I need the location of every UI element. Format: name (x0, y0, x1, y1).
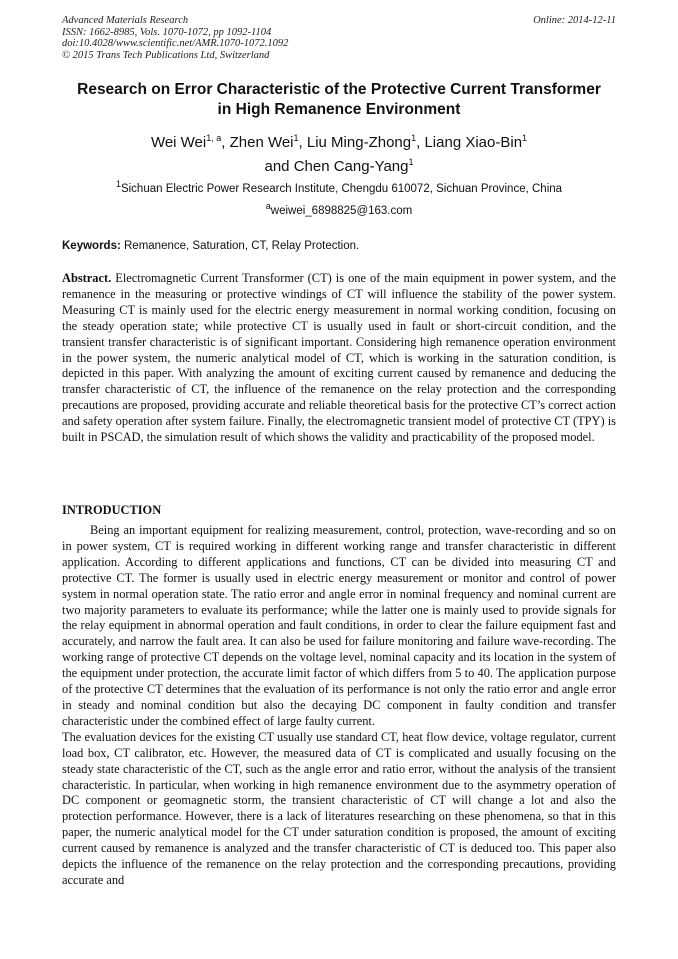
author-2: Zhen Wei (229, 134, 294, 151)
title-line-1: Research on Error Characteristic of the Protective Current Transformer (77, 81, 601, 98)
affiliation-text: Sichuan Electric Power Research Institute, Chengdu 610072, Sichuan Province, China (120, 183, 563, 195)
affiliation (40, 181, 638, 197)
author-5: Chen Cang-Yang (293, 158, 409, 175)
author-5-prefix: and (264, 158, 294, 175)
author-3-sup: 1 (411, 133, 417, 143)
author-list (40, 131, 638, 179)
author-4: Liang Xiao-Bin (424, 134, 523, 151)
author-separator: , (221, 134, 230, 151)
author-line-2 (40, 155, 638, 179)
author-separator: , (298, 134, 307, 151)
abstract-label: Abstract. (62, 271, 112, 285)
author-3: Liu Ming-Zhong (306, 134, 412, 151)
author-line-1 (40, 131, 638, 155)
keywords-text: Remanence, Saturation, CT, Relay Protection. (124, 240, 360, 252)
author-1-sup: 1, a (206, 133, 222, 143)
intro-paragraph-2: The evaluation devices for the existing CT usually use standard CT, heat flow device, voltage regulator, current load box, CT calibrator, etc. However, the measured data of CT is complicated and usually focusing on the steady state characteristic of the CT, such as the angle error and ratio error, without the analysis of the transient characteristic. In particular, when working in high remanence environment due to the asymmetry operation of DC component or geomagnetic storm, the transient characteristic of CT will change a lot and also the protection performance. However, there is a lack of literatures researching on these phenomena, so that in this paper, the numeric analytical model for the CT under saturation condition is proposed, the amount of exciting current caused by remanence is analyzed and the transfer characteristic of CT is deduced too. This paper also depicts the influence of the remanence on the relay protection and the corresponding precautions, providing accurate and (62, 729, 616, 887)
abstract-text: Electromagnetic Current Transformer (CT) is one of the main equipment in power system, and the remanence in the measuring or protective windings of CT will influence the stability of the power system. Measuring CT is mainly used for the electric energy measurement in normal working condition, focusing on the steady operation state; while protective CT is usually used in fault or short-circuit condition, and the transient transfer characteristic is of significant important. Considering high remanence operation environment in the power system, the numeric analytical model of CT, which is working in the saturation condition, is depicted in this paper. With analyzing the amount of exciting current caused by remanence and deducing the transfer characteristic of CT, the influence of the remanence on the relay protection and the corresponding precautions are proposed, providing accurate and reliable theoretical basis for the protective CT’s correct action and safety operation after system failure. Finally, the electromagnetic transient model of protective CT (TPY) is built in PSCAD, the simulation result of which shows the validity and practicability of the proposed model. (62, 271, 616, 445)
author-5-sup: 1 (408, 157, 414, 167)
author-4-sup: 1 (522, 133, 528, 143)
affiliation-sup: 1 (115, 179, 121, 190)
author-1: Wei Wei (150, 134, 207, 151)
author-separator: , (416, 134, 425, 151)
keywords-label: Keywords: (62, 240, 121, 252)
paper-title (40, 80, 638, 120)
intro-paragraph-1: Being an important equipment for realizing measurement, control, protection, wave-recording and so on in power system, CT is required working in different working range and transfer characteristic in different application. According to different applications and functions, CT can be divided into measuring CT and protective CT. The former is usually used in electric energy measurement or monitor and control of power system in normal operation state. The ratio error and angle error in nominal frequency and nominal current are two majority parameters to evaluate its performance; while the latter one is mainly used to provide signals for the relay equipment in abnormal operation and fault conditions, in order to clear the failure equipment fast and accurately, and narrow the fault area. It can also be used for failure monitoring and failure wave-recording. The working range of protective CT depends on the voltage level, nominal capacity and its location in the system of the equipment under protection, the accurate limit factor of which differs from 5 to 40. The application purpose of the protective CT determines that the evaluation of its performance is not only the ratio error and angle error in steady and nominal condition but also the decaying DC component in faulty condition and transfer characteristic under the combined effect of large faulty current. (62, 523, 616, 728)
abstract (62, 271, 616, 446)
author-email (40, 203, 638, 219)
journal-name: Advanced Materials Research (62, 15, 189, 26)
author-2-sup: 1 (293, 133, 299, 143)
introduction-body (62, 523, 616, 889)
copyright-line: © 2015 Trans Tech Publications Ltd, Switzerland (62, 49, 270, 61)
section-heading-introduction: INTRODUCTION (62, 503, 162, 517)
email-text: weiwei_6898825@163.com (270, 205, 413, 217)
keywords (62, 238, 616, 254)
journal-header (62, 15, 616, 61)
email-sup: a (265, 201, 271, 212)
online-date: Online: 2014-12-11 (533, 15, 616, 26)
title-line-2: in High Remanence Environment (217, 101, 461, 118)
issn-line: ISSN: 1662-8985, Vols. 1070-1072, pp 1092-1104 (62, 26, 272, 38)
doi-line: doi:10.4028/www.scientific.net/AMR.1070-1072.1092 (62, 38, 289, 50)
